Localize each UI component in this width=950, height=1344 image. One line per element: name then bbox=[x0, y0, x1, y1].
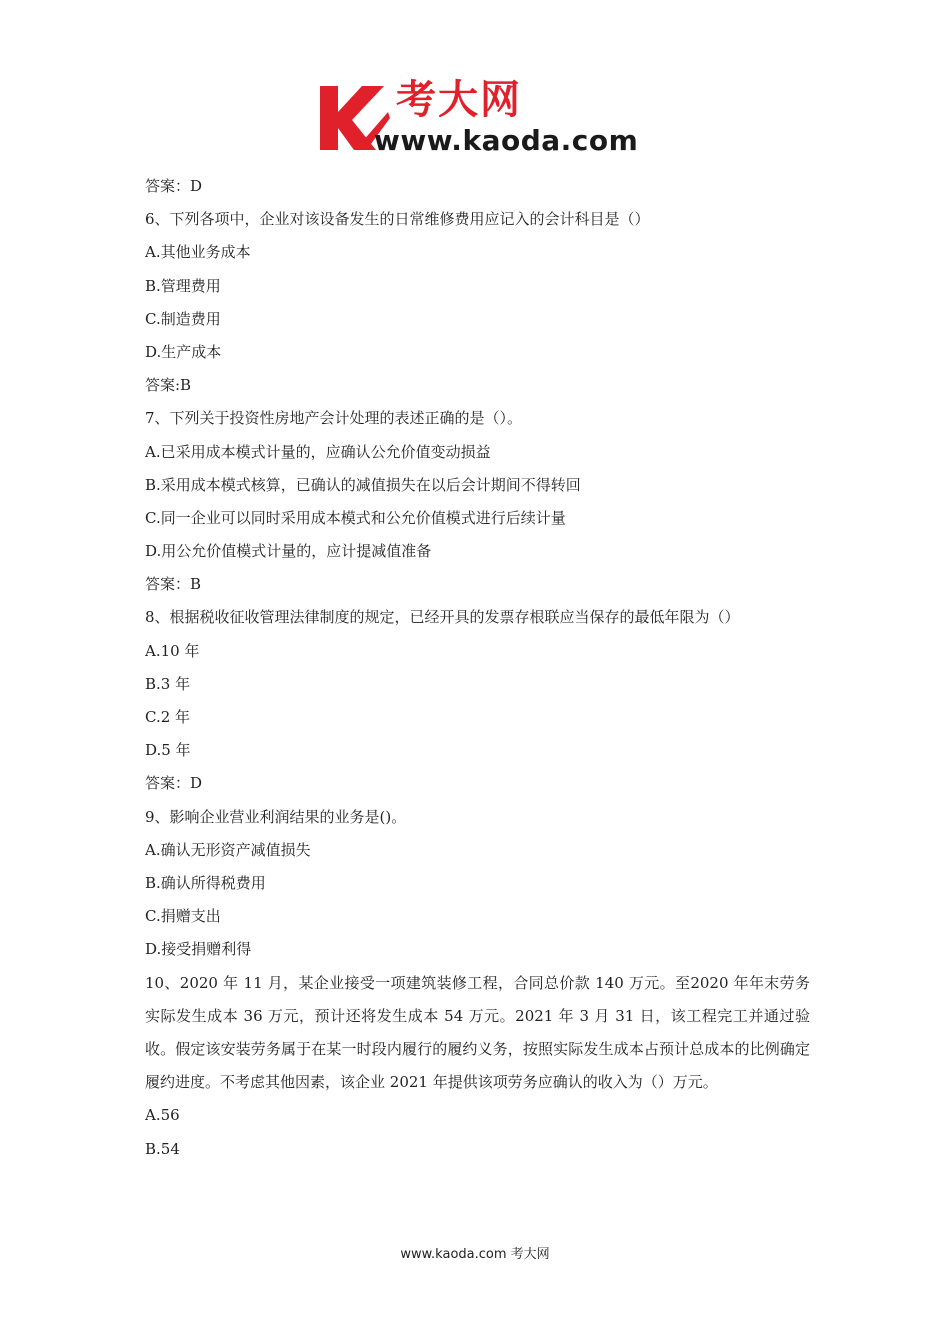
answer-line: 答案：B bbox=[145, 575, 202, 594]
question-9: 9、影响企业营业利润结果的业务是()。 bbox=[145, 807, 407, 826]
logo-url-text: www.kaoda.com bbox=[374, 124, 639, 157]
option-line: B.确认所得税费用 bbox=[145, 873, 266, 892]
option-line: A.其他业务成本 bbox=[145, 243, 251, 262]
question-6: 6、下列各项中，企业对该设备发生的日常维修费用应记入的会计科目是（） bbox=[145, 210, 650, 229]
option-line: C.制造费用 bbox=[145, 309, 221, 328]
option-line: B.管理费用 bbox=[145, 276, 221, 295]
option-line: A.确认无形资产减值损失 bbox=[145, 840, 311, 859]
option-line: C.捐赠支出 bbox=[145, 907, 221, 926]
option-line: C.同一企业可以同时采用成本模式和公允价值模式进行后续计量 bbox=[145, 508, 566, 527]
text-line: 答案：D bbox=[145, 177, 203, 195]
option-line: B.采用成本模式核算，已确认的减值损失在以后会计期间不得转回 bbox=[145, 475, 581, 494]
option-line: C.2 年 bbox=[145, 708, 191, 726]
option-line: D.生产成本 bbox=[145, 342, 222, 361]
option-line: D.用公允价值模式计量的，应计提减值准备 bbox=[145, 542, 432, 561]
kaoda-logo bbox=[318, 78, 648, 160]
answer-line: 答案:B bbox=[145, 376, 192, 395]
question-10: 10、2020 年 11 月，某企业接受一项建筑装修工程，合同总价款 140 万元。至2020 年年末劳务实际发生成本 36 万元，预计还将发生成本 54 万元。2021 年 3 月 31 日，该工程完工并通过验收。假定该安装劳务属于在某一时段内履行的履约义务，按照实际发生成本占预计总成本的比例确定履约进度。不考虑其他因素，该企业 2021 年提供该项劳务应确认的收入为（）万元。 bbox=[145, 973, 810, 1092]
logo-chinese-text: 考大网 bbox=[396, 77, 522, 123]
page-footer: www.kaoda.com 考大网 bbox=[400, 1247, 550, 1262]
answer-line: 答案：D bbox=[145, 774, 203, 793]
option-line: A.56 bbox=[145, 1106, 180, 1125]
option-line: B.3 年 bbox=[145, 674, 191, 693]
option-line: D.5 年 bbox=[145, 741, 191, 760]
option-line: A.已采用成本模式计量的，应确认公允价值变动损益 bbox=[145, 442, 491, 461]
question-7: 7、下列关于投资性房地产会计处理的表述正确的是（）。 bbox=[145, 409, 523, 428]
question-8: 8、根据税收征收管理法律制度的规定，已经开具的发票存根联应当保存的最低年限为（） bbox=[145, 608, 740, 627]
document-body bbox=[145, 170, 810, 1166]
option-line: B.54 bbox=[145, 1139, 180, 1158]
option-line: D.接受捐赠利得 bbox=[145, 940, 252, 959]
option-line: A.10 年 bbox=[145, 641, 200, 660]
